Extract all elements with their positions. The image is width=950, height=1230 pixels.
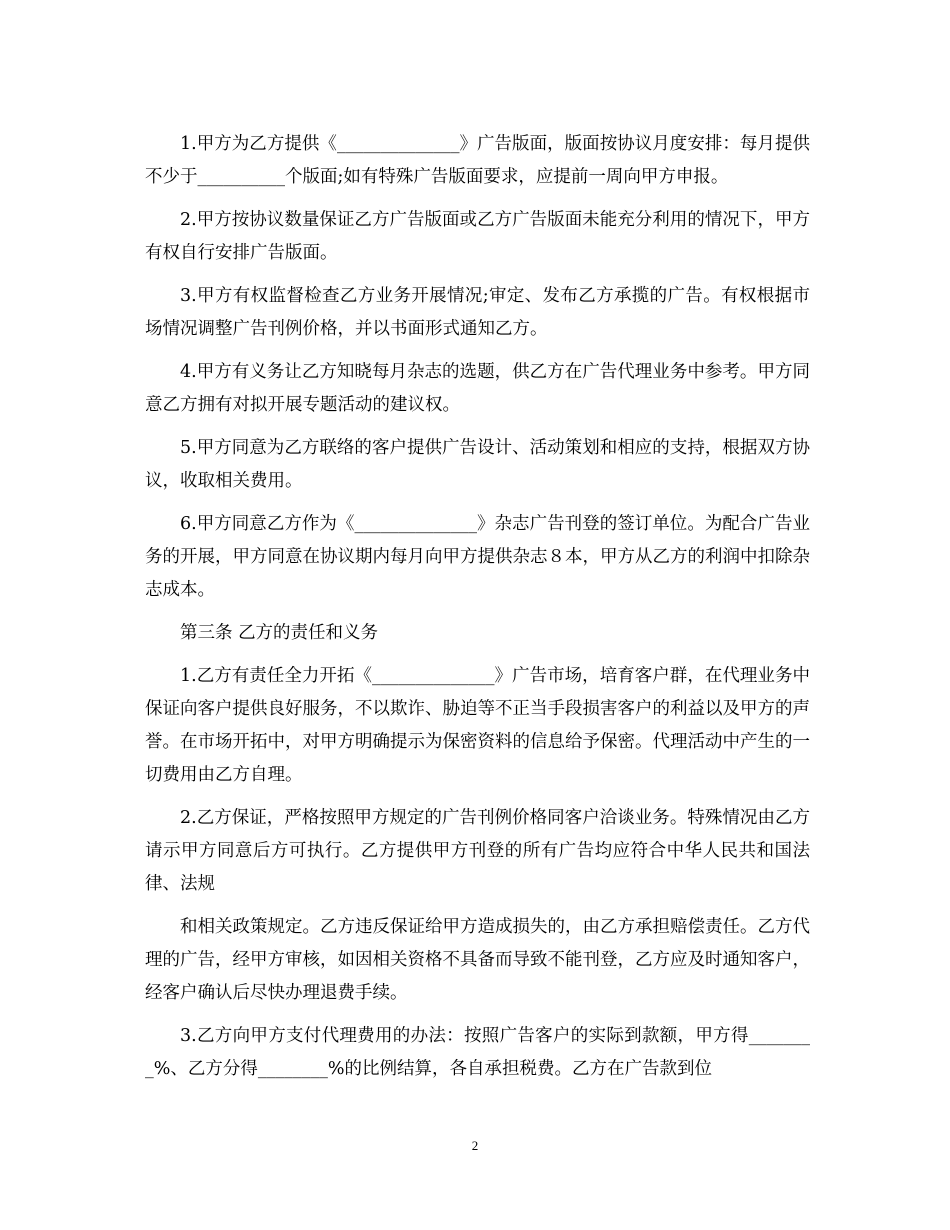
paragraph-8: 2.乙方保证，严格按照甲方规定的广告刊例价格同客户洽谈业务。特殊情况由乙方请示甲方同意后方可执行。乙方提供甲方刊登的所有广告均应符合中华人民共和国法律、法规: [145, 808, 810, 894]
paragraph-10: 3.乙方向甲方支付代理费用的办法：按照广告客户的实际到款额，甲方得________%、乙方分得________%的比例结算，各自承担税费。乙方在广告款到位: [145, 1026, 810, 1079]
paragraph-6: 6.甲方同意乙方作为《______________》杂志广告刊登的签订单位。为配合广告业务的开展，甲方同意在协议期内每月向甲方提供杂志８本，甲方从乙方的利润中扣除杂志成本。: [145, 514, 810, 600]
paragraph-5: 5.甲方同意为乙方联络的客户提供广告设计、活动策划和相应的支持，根据双方协议，收取相关费用。: [145, 438, 810, 491]
paragraph-2: 2.甲方按协议数量保证乙方广告版面或乙方广告版面未能充分利用的情况下，甲方有权自行安排广告版面。: [145, 210, 810, 263]
document-body: [145, 128, 810, 1096]
paragraph-9: 和相关政策规定。乙方违反保证给甲方造成损失的，由乙方承担赔偿责任。乙方代理的广告，经甲方审核，如因相关资格不具备而导致不能刊登，乙方应及时通知客户，经客户确认后尽快办理退费手续。: [145, 917, 810, 1003]
page-number: 2: [471, 1138, 479, 1153]
paragraph-3: 3.甲方有权监督检查乙方业务开展情况;审定、发布乙方承揽的广告。有权根据市场情况调整广告刊例价格，并以书面形式通知乙方。: [145, 286, 810, 339]
paragraph-4: 4.甲方有义务让乙方知晓每月杂志的选题，供乙方在广告代理业务中参考。甲方同意乙方拥有对拟开展专题活动的建议权。: [145, 362, 810, 415]
paragraph-7: 1.乙方有责任全力开拓《______________》广告市场，培育客户群，在代理业务中保证向客户提供良好服务，不以欺诈、胁迫等不正当手段损害客户的利益以及甲方的声誉。在市场开拓中，对甲方明确提示为保密资料的信息给予保密。代理活动中产生的一切费用由乙方自理。: [145, 666, 810, 785]
section-heading: 第三条 乙方的责任和义务: [180, 623, 379, 643]
paragraph-1: 1.甲方为乙方提供《______________》广告版面，版面按协议月度安排：每月提供不少于__________个版面;如有特殊广告版面要求，应提前一周向甲方申报。: [145, 134, 810, 187]
